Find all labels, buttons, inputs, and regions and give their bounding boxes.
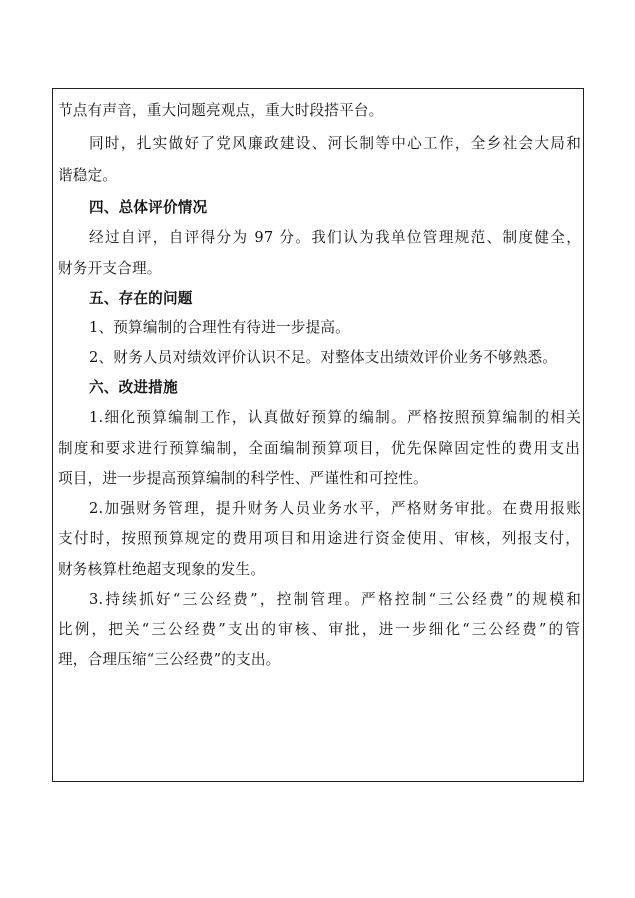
section-heading-evaluation: 四、总体评价情况	[89, 199, 208, 216]
paragraph-line: 财务核算杜绝超支现象的发生。	[58, 561, 266, 578]
list-item: 1、预算编制的合理性有待进一步提高。	[89, 319, 350, 336]
paragraph-line: 项目，进一步提高预算编制的科学性、严谨性和可控性。	[58, 470, 428, 487]
paragraph-line: 2.加强财务管理，提升财务人员业务水平，严格财务审批。在费用报账	[89, 500, 581, 517]
paragraph-line: 比例，把关“三公经费”支出的审核、审批，进一步细化“三公经费”的管	[58, 621, 580, 638]
table-cell-border	[52, 88, 584, 782]
paragraph-line: 理，合理压缩“三公经费”的支出。	[58, 651, 281, 668]
paragraph-line: 经过自评，自评得分为 97 分。我们认为我单位管理规范、制度健全，	[89, 229, 581, 246]
list-item: 2、财务人员对绩效评价认识不足。对整体支出绩效评价业务不够熟悉。	[89, 349, 558, 366]
paragraph-line: 支付时，按照预算规定的费用项目和用途进行资金使用、审核，列报支付，	[58, 530, 580, 547]
section-heading-improvements: 六、改进措施	[89, 379, 178, 396]
paragraph-line: 3.持续抓好“三公经费”，控制管理。严格控制“三公经费”的规模和	[89, 591, 581, 608]
paragraph-line: 节点有声音，重大问题亮观点，重大时段搭平台。	[58, 102, 384, 119]
paragraph-line: 谐稳定。	[58, 167, 118, 184]
section-heading-problems: 五、存在的问题	[89, 290, 193, 307]
paragraph-line: 财务开支合理。	[58, 260, 162, 277]
paragraph-line: 制度和要求进行预算编制，全面编制预算项目，优先保障固定性的费用支出	[58, 440, 580, 457]
paragraph-line: 1.细化预算编制工作，认真做好预算的编制。严格按照预算编制的相关	[89, 409, 581, 426]
paragraph-line: 同时，扎实做好了党风廉政建设、河长制等中心工作，全乡社会大局和	[89, 135, 581, 152]
